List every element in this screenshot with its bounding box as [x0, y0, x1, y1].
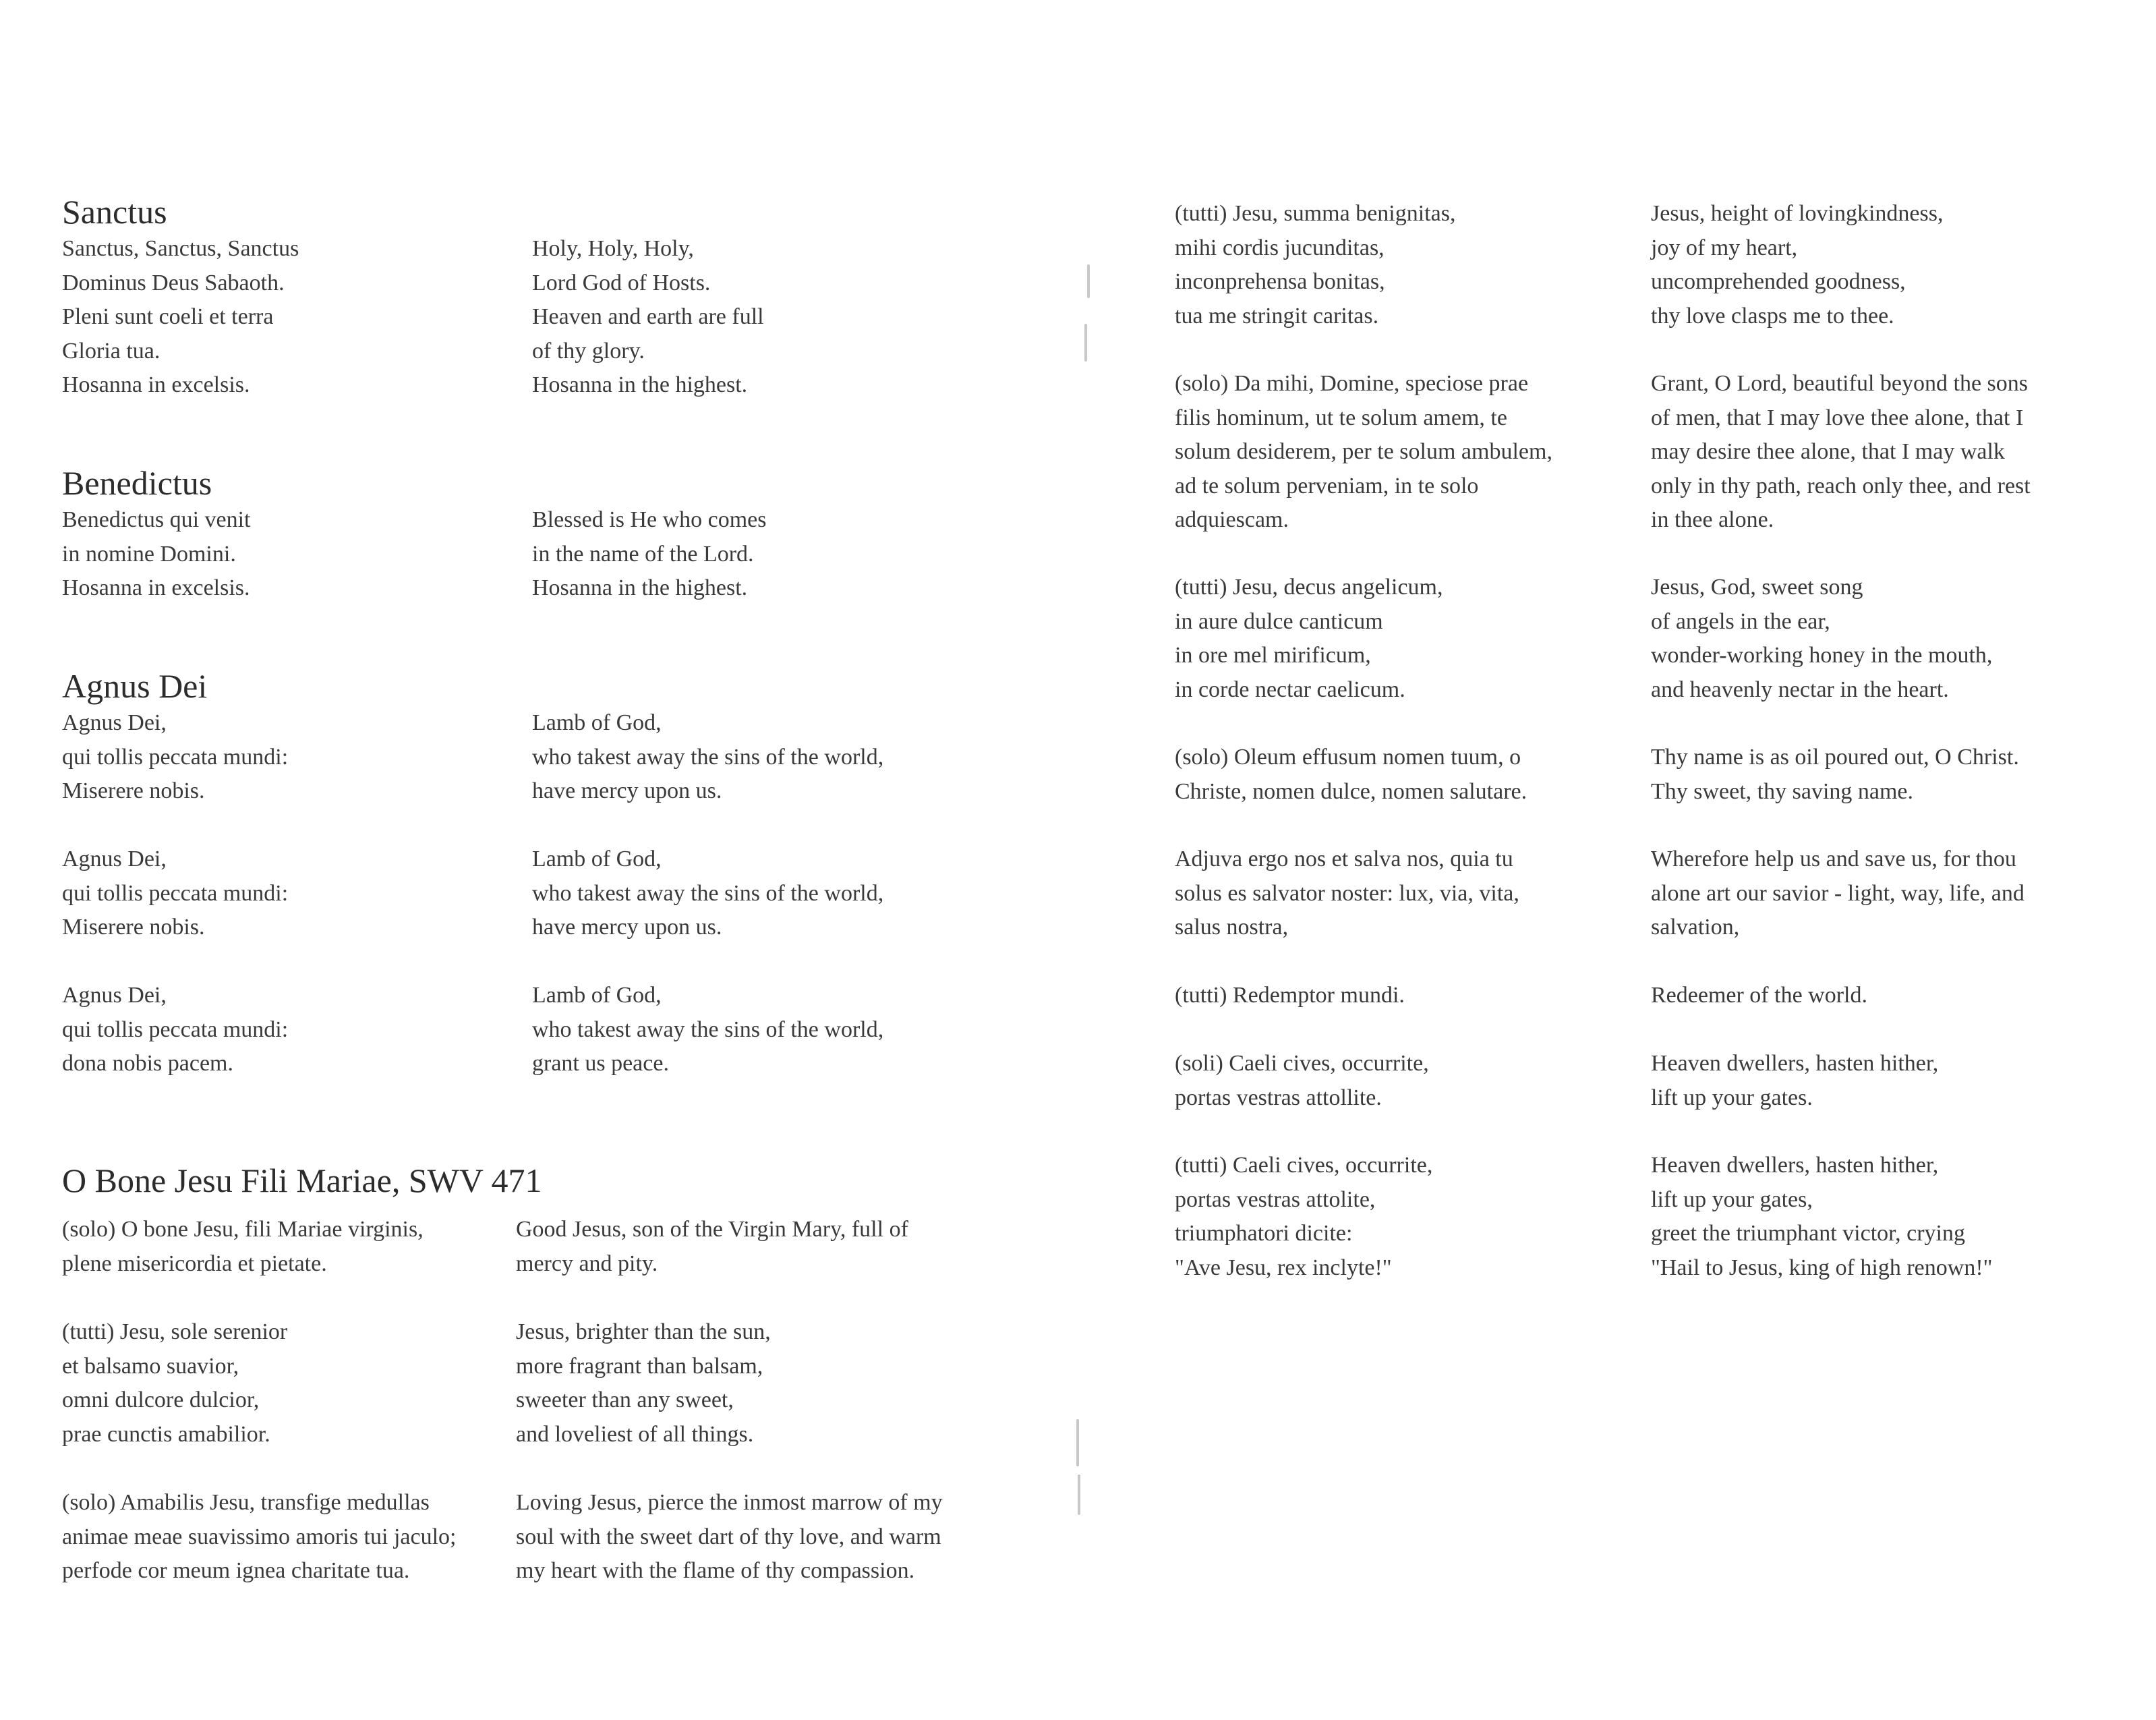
swv-stanza: [62, 1486, 1033, 1594]
sanctus-latin: Sanctus, Sanctus, Sanctus Dominus Deus Sabaoth. Pleni sunt coeli et terra Gloria tua. Hosanna in excelsis.: [62, 236, 299, 397]
swv-english: Good Jesus, son of the Virgin Mary, full of mercy and pity.: [516, 1217, 908, 1276]
swv-latin: (tutti) Jesu, sole serenior et balsamo suavior, omni dulcore dulcior, prae cunctis amabilior.: [62, 1319, 288, 1447]
swv-latin: (tutti) Redemptor mundi.: [1175, 983, 1405, 1008]
swv-english: Jesus, God, sweet song of angels in the ear, wonder-working honey in the mouth, and heavenly nectar in the heart.: [1651, 575, 1993, 702]
swv-stanza: [62, 1315, 1033, 1486]
swv-stanza: [1175, 571, 2119, 741]
agnus-stanza: [62, 979, 1033, 1087]
swv-stanza: [1175, 367, 2119, 571]
agnus-latin: Agnus Dei, qui tollis peccata mundi: dona nobis pacem.: [62, 983, 289, 1076]
agnus-english: Lamb of God, who takest away the sins of the world, grant us peace.: [532, 983, 884, 1076]
agnus-latin: Agnus Dei, qui tollis peccata mundi: Miserere nobis.: [62, 847, 289, 940]
staple-mark: [1078, 1474, 1080, 1515]
swv-latin: Adjuva ergo nos et salva nos, quia tu solus es salvator noster: lux, via, vita, salus nostra,: [1175, 847, 1519, 940]
swv-stanza: [1175, 979, 2119, 1047]
swv-english: Loving Jesus, pierce the inmost marrow of my soul with the sweet dart of thy love, and warm my heart with the flame of thy compassion.: [516, 1490, 943, 1583]
swv-471-title: O Bone Jesu Fili Mariae, SWV 471: [62, 1162, 542, 1199]
agnus-dei-section: [62, 666, 1033, 1087]
swv-english: Jesus, brighter than the sun, more fragrant than balsam, sweeter than any sweet, and loveliest of all things.: [516, 1319, 771, 1447]
swv-english: Redeemer of the world.: [1651, 983, 1867, 1008]
swv-latin: (solo) Oleum effusum nomen tuum, o Christe, nomen dulce, nomen salutare.: [1175, 745, 1527, 804]
swv-latin: (soli) Caeli cives, occurrite, portas vestras attollite.: [1175, 1051, 1429, 1110]
staple-mark: [1076, 1419, 1079, 1466]
swv-471-section: [62, 1160, 1033, 1594]
swv-latin: (tutti) Jesu, summa benignitas, mihi cordis jucunditas, inconprehensa bonitas, tua me stringit caritas.: [1175, 201, 1456, 328]
agnus-latin: Agnus Dei, qui tollis peccata mundi: Miserere nobis.: [62, 710, 289, 803]
swv-stanza: [1175, 842, 2119, 979]
agnus-english: Lamb of God, who takest away the sins of the world, have mercy upon us.: [532, 710, 884, 803]
swv-latin: (tutti) Jesu, decus angelicum, in aure dulce canticum in ore mel mirificum, in corde nectar caelicum.: [1175, 575, 1443, 702]
benedictus-title: Benedictus: [62, 464, 212, 502]
agnus-dei-title: Agnus Dei: [62, 667, 208, 705]
swv-stanza: [1175, 1149, 2119, 1285]
agnus-stanza: [62, 706, 1033, 842]
swv-english: Jesus, height of lovingkindness, joy of my heart, uncomprehended goodness, thy love clasps me to thee.: [1651, 201, 1944, 328]
benedictus-latin: Benedictus qui venit in nomine Domini. Hosanna in excelsis.: [62, 507, 251, 600]
swv-english: Grant, O Lord, beautiful beyond the sons of men, that I may love thee alone, that I may desire thee alone, that I may walk only in thy path, reach only thee, and rest in thee alone.: [1651, 371, 2031, 532]
swv-english: Thy name is as oil poured out, O Christ. Thy sweet, thy saving name.: [1651, 745, 2019, 804]
swv-stanza: [1175, 1047, 2119, 1149]
agnus-stanza: [62, 842, 1033, 979]
swv-english: Heaven dwellers, hasten hither, lift up your gates, greet the triumphant victor, crying "Hail to Jesus, king of high renown!": [1651, 1153, 1993, 1280]
benedictus-stanza: [62, 503, 1033, 611]
benedictus-english: Blessed is He who comes in the name of the Lord. Hosanna in the highest.: [532, 507, 767, 600]
staple-mark: [1084, 324, 1087, 362]
swv-latin: (tutti) Caeli cives, occurrite, portas vestras attolite, triumphatori dicite: "Ave Jesu, rex inclyte!": [1175, 1153, 1433, 1280]
benedictus-section: [62, 463, 1033, 611]
staple-mark: [1087, 264, 1090, 298]
swv-stanza: [1175, 741, 2119, 842]
sanctus-stanza: [62, 232, 1033, 407]
swv-latin: (solo) Da mihi, Domine, speciose prae filis hominum, ut te solum amem, te solum desiderem, per te solum ambulem, ad te solum perveniam, in te solo adquiescam.: [1175, 371, 1552, 532]
right-page: [1175, 197, 2119, 1285]
swv-english: Heaven dwellers, hasten hither, lift up your gates.: [1651, 1051, 1939, 1110]
sanctus-english: Holy, Holy, Holy, Lord God of Hosts. Heaven and earth are full of thy glory. Hosanna in the highest.: [532, 236, 764, 397]
sanctus-title: Sanctus: [62, 193, 167, 231]
swv-stanza: [62, 1213, 1033, 1315]
swv-english: Wherefore help us and save us, for thou alone art our savior - light, way, life, and salvation,: [1651, 847, 2024, 940]
sanctus-section: [62, 192, 1033, 407]
swv-latin: (solo) Amabilis Jesu, transfige medullas animae meae suavissimo amoris tui jaculo; perfode cor meum ignea charitate tua.: [62, 1490, 457, 1583]
swv-latin: (solo) O bone Jesu, fili Mariae virginis, plene misericordia et pietate.: [62, 1217, 424, 1276]
swv-stanza: [1175, 197, 2119, 367]
agnus-english: Lamb of God, who takest away the sins of the world, have mercy upon us.: [532, 847, 884, 940]
